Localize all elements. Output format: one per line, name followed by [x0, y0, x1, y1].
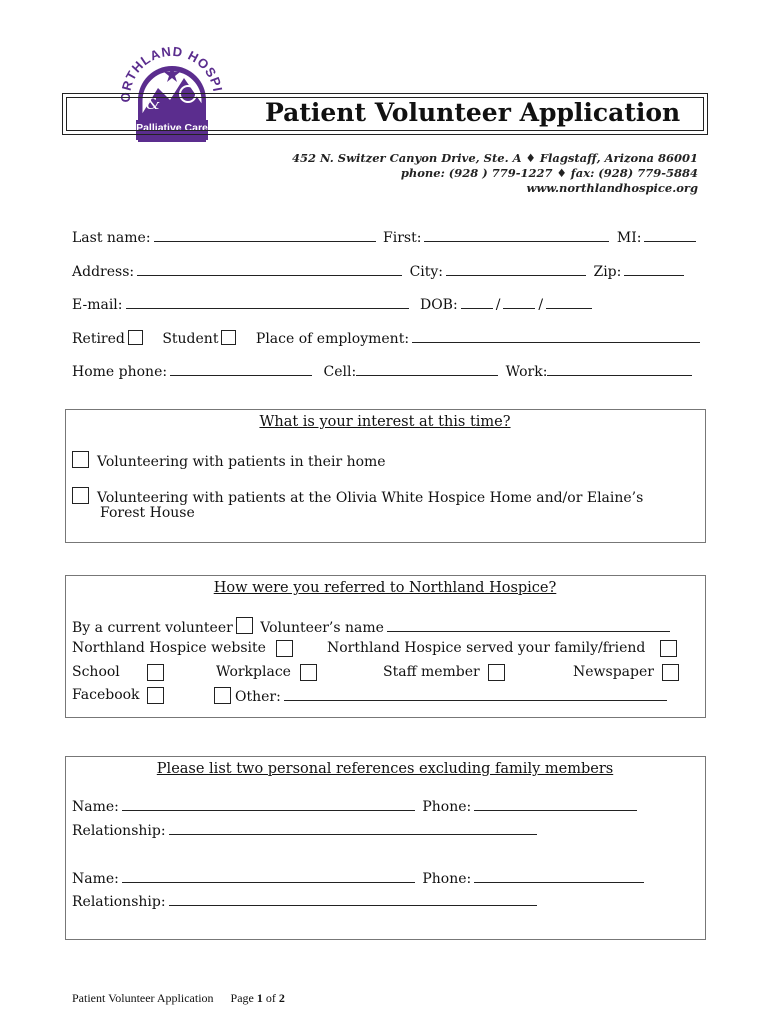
reference-2-relationship-row	[72, 892, 540, 910]
zip-field[interactable]	[624, 262, 684, 276]
reference-2-phone-label: Phone:	[422, 871, 472, 887]
current-volunteer-label: By a current volunteer	[72, 620, 233, 636]
home-phone-label: Home phone:	[72, 364, 168, 380]
interest-facility-label: Volunteering with patients at the Olivia White Hospice Home and/or Elaine’s	[97, 490, 644, 506]
address-line-2: phone: (928 ) 779-1227 ♦ fax: (928) 779-5884	[400, 166, 698, 180]
reference-1-name-row	[72, 797, 640, 815]
reference-1-name-field[interactable]	[122, 797, 415, 811]
work-label: Work:	[505, 364, 548, 380]
cell-field[interactable]	[356, 362, 498, 376]
reference-1-phone-field[interactable]	[474, 797, 637, 811]
reference-2-name-field[interactable]	[122, 869, 415, 883]
school-label: School	[72, 664, 120, 680]
last-name-label: Last name:	[72, 230, 151, 246]
logo-ampersand: &	[146, 94, 161, 113]
first-name-label: First:	[383, 230, 422, 246]
workplace-label: Workplace	[216, 664, 291, 680]
footer-label: Patient Volunteer Application	[72, 991, 214, 1005]
staff-member-checkbox[interactable]	[488, 664, 505, 681]
reference-1-name-label: Name:	[72, 799, 119, 815]
reference-2-relationship-field[interactable]	[169, 892, 537, 906]
zip-label: Zip:	[593, 264, 622, 280]
served-family-label: Northland Hospice served your family/friend	[327, 640, 646, 656]
mi-label: MI:	[616, 230, 642, 246]
address-row	[72, 262, 687, 280]
logo-arc-text: ORTHLAND HOSPI	[118, 43, 226, 103]
references-section	[65, 756, 706, 940]
dob-month-field[interactable]	[461, 295, 493, 309]
employment-field[interactable]	[412, 329, 700, 343]
city-label: City:	[409, 264, 444, 280]
name-row	[72, 228, 699, 246]
student-label: Student	[162, 331, 219, 347]
facebook-checkbox[interactable]	[147, 687, 164, 704]
workplace-checkbox[interactable]	[300, 664, 317, 681]
interest-title: What is your interest at this time?	[259, 414, 511, 430]
reference-1-phone-label: Phone:	[422, 799, 472, 815]
email-row	[72, 295, 595, 313]
reference-1-relationship-field[interactable]	[169, 821, 537, 835]
work-field[interactable]	[547, 362, 692, 376]
email-field[interactable]	[126, 295, 409, 309]
page-title: Patient Volunteer Application	[265, 98, 681, 127]
interest-home-checkbox[interactable]	[72, 451, 89, 468]
website-checkbox[interactable]	[276, 640, 293, 657]
address-label: Address:	[72, 264, 135, 280]
reference-2-name-label: Name:	[72, 871, 119, 887]
other-checkbox[interactable]	[214, 687, 231, 704]
volunteer-name-field[interactable]	[387, 618, 670, 632]
address-line-1: 452 N. Switzer Canyon Drive, Ste. A ♦ Flagstaff, Arizona 86001	[291, 151, 698, 165]
status-row	[72, 329, 703, 347]
mi-field[interactable]	[644, 228, 696, 242]
interest-facility-label-cont: Forest House	[100, 505, 195, 521]
email-label: E-mail:	[72, 297, 123, 313]
newspaper-label: Newspaper	[573, 664, 654, 680]
reference-2-relationship-label: Relationship:	[72, 894, 166, 910]
footer-page-of: of	[262, 991, 279, 1005]
other-label: Other:	[235, 689, 281, 705]
student-checkbox[interactable]	[221, 330, 236, 345]
references-title: Please list two personal references excluding family members	[156, 761, 614, 777]
newspaper-checkbox[interactable]	[662, 664, 679, 681]
current-volunteer-checkbox[interactable]	[236, 617, 253, 634]
interest-facility-checkbox[interactable]	[72, 487, 89, 504]
interest-option-facility	[72, 487, 643, 506]
volunteer-name-label: Volunteer’s name	[260, 620, 384, 636]
dob-year-field[interactable]	[546, 295, 592, 309]
employment-label: Place of employment:	[255, 331, 410, 347]
first-name-field[interactable]	[424, 228, 609, 242]
home-phone-field[interactable]	[170, 362, 312, 376]
dob-separator: /	[495, 297, 501, 313]
website-label: Northland Hospice website	[72, 640, 266, 656]
city-field[interactable]	[446, 262, 586, 276]
footer-page-prefix: Page	[230, 991, 257, 1005]
other-field[interactable]	[284, 687, 667, 701]
retired-checkbox[interactable]	[128, 330, 143, 345]
phone-row	[72, 362, 695, 380]
reference-2-phone-field[interactable]	[474, 869, 644, 883]
referral-title: How were you referred to Northland Hospice?	[213, 580, 557, 596]
footer-page-number: 1	[256, 991, 263, 1005]
referral-row-1	[72, 617, 673, 636]
facebook-label: Facebook	[72, 687, 140, 703]
interest-option-home	[72, 451, 386, 470]
reference-1-relationship-label: Relationship:	[72, 823, 166, 839]
interest-home-label: Volunteering with patients in their home	[97, 454, 386, 470]
page-footer	[72, 991, 285, 1006]
address-field[interactable]	[137, 262, 402, 276]
footer-page-total: 2	[278, 991, 285, 1005]
dob-day-field[interactable]	[503, 295, 535, 309]
address-line-3: www.northlandhospice.org	[526, 181, 698, 195]
reference-2-name-row	[72, 869, 647, 887]
staff-member-label: Staff member	[383, 664, 480, 680]
dob-separator: /	[538, 297, 544, 313]
last-name-field[interactable]	[154, 228, 376, 242]
logo-band-text: Palliative Care	[136, 122, 208, 134]
dob-label: DOB:	[419, 297, 458, 313]
retired-label: Retired	[72, 331, 125, 347]
other-row	[235, 687, 670, 705]
served-family-checkbox[interactable]	[660, 640, 677, 657]
cell-label: Cell:	[323, 364, 357, 380]
school-checkbox[interactable]	[147, 664, 164, 681]
reference-1-relationship-row	[72, 821, 540, 839]
